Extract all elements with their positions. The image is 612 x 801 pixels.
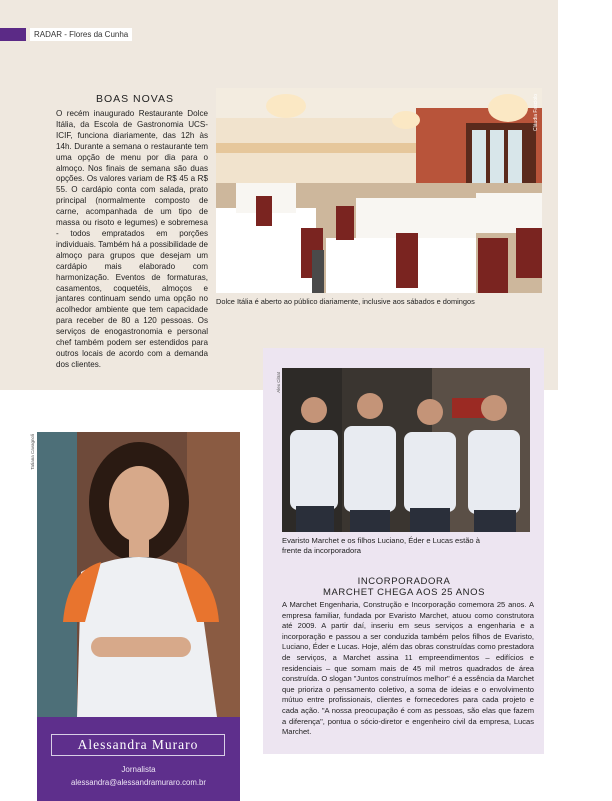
restaurant-photo-caption: Dolce Itália é aberto ao público diariamente, inclusive aos sábados e domingos — [216, 297, 475, 306]
author-email-link[interactable]: alessandra@alessandramuraro.com.br — [71, 778, 206, 787]
boas-novas-title: BOAS NOVAS — [95, 93, 175, 105]
author-name: Alessandra Muraro — [51, 734, 225, 756]
restaurant-photo — [216, 88, 542, 293]
section-header-label: RADAR - Flores da Cunha — [30, 28, 132, 41]
incorporadora-title-line1: INCORPORADORA — [357, 576, 451, 587]
header-accent-bar — [0, 28, 26, 41]
author-portrait-photo — [37, 432, 240, 717]
author-role: Jornalista — [121, 765, 156, 774]
incorporadora-title-line2: MARCHET CHEGA AOS 25 ANOS — [322, 587, 486, 598]
family-photo — [282, 368, 530, 532]
family-photo-credit: Alex Citrat — [276, 372, 281, 393]
incorporadora-body: A Marchet Engenharia, Construção e Incorporação comemora 25 anos. A empresa familiar, fundada por Evaristo Marchet, atuou como construtora até 2009. A partir daí, inseriu em seus serviços a engenharia e a incorporação e passou a ser conduzida também pelos filhos de Evaristo, Luciano, Éder e Lucas. Hoje, além das obras construídas como prestadora de serviços, a Marchet assina 11 empreendimentos – edifícios e residenciais – que somam mais de 45 mil metros quadrados de área construída. O slogan "Juntos construímos melhor" é a essência da Marchet que prioriza o pensamento coletivo, a soma de ideias e o envolvimento mútuo entre profissionais, clientes e fornecedores para cada projeto e cada ação. "A nossa preocupação é com as pessoas, são elas que fazem a diferença", pontua o sócio-diretor e engenheiro civil da empresa, Lucas Marchet. — [282, 600, 535, 737]
family-photo-caption: Evaristo Marchet e os filhos Luciano, Éder e Lucas estão à frente da incorporadora — [282, 536, 480, 555]
boas-novas-body: O recém inaugurado Restaurante Dolce Itália, da Escola de Gastronomia UCS-ICIF, funciona diariamente, das 12h às 14h. Durante a semana o restaurante tem uma opção de menu por dia para o almoço. Nos finais de semana são duas opções. Os valores variam de R$ 45 a R$ 55. O cardápio conta com salada, prato principal (normalmente composto de carne, acompanhada de um tipo de massa ou risoto e legumes) e sobremesa - todos empratados em porções individuais. Também há a possibilidade de almoço para grupos que desejam um cardápio mais elaborado com harmonização. Eventos de formaturas, casamentos, coquetéis, almoços e jantares continuam sendo uma opção no acolhedor ambiente que tem capacidade para receber de 80 a 120 pessoas. Os serviços de enogastronomia e personal chef também podem ser estendidos para outros locais de acordo com a demanda dos clientes. — [56, 109, 208, 369]
author-box — [37, 717, 240, 801]
portrait-credit: Tatiana Cavagnoli — [30, 434, 35, 470]
incorporadora-title — [276, 576, 532, 598]
restaurant-photo-credit: Cláudia Fasciolo — [533, 94, 539, 131]
